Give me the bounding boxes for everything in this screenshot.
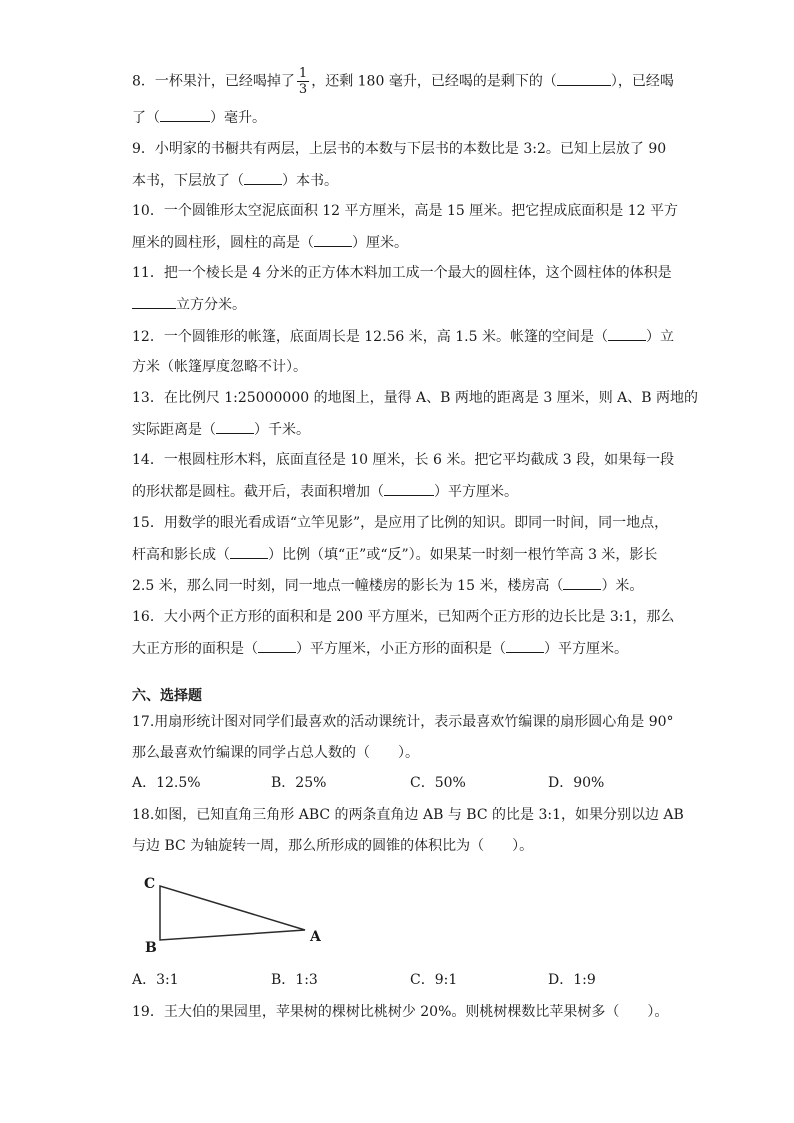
q17-line1: [132, 712, 674, 732]
answer-blank[interactable]: [563, 575, 601, 590]
q17-option-c[interactable]: C．50%: [410, 775, 466, 791]
fraction-numerator: 1: [298, 66, 308, 81]
q14-text: 的形状都是圆柱。截开后，表面积增加（: [132, 484, 384, 500]
q10-text: ）厘米。: [352, 235, 408, 251]
q10-text: 厘米的圆柱形，圆柱的高是（: [132, 235, 314, 251]
answer-blank[interactable]: [244, 170, 282, 185]
vertex-label-b: B: [145, 940, 157, 956]
vertex-label-c: C: [144, 876, 156, 892]
answer-blank[interactable]: [314, 232, 352, 247]
answer-blank[interactable]: [608, 326, 646, 341]
q18-option-b[interactable]: B．1:3: [271, 972, 318, 988]
q10-line2: [132, 232, 408, 253]
q12-text: 方米（帐篷厚度忽略不计）。: [132, 359, 307, 375]
q18-text: 与边 BC 为轴旋转一周，那么所形成的圆锥的体积比为（ ）。: [132, 838, 534, 854]
q18-text: 18.如图，已知直角三角形 ABC 的两条直角边 AB 与 BC 的比是 3:1，如果分别以边 AB: [132, 807, 684, 823]
q13-text: 13．在比例尺 1:25000000 的地图上，量得 A、B 两地的距离是 3 厘米，则 A、B 两地的: [132, 390, 699, 406]
answer-blank[interactable]: [557, 71, 611, 86]
q13-line2: [132, 419, 310, 440]
answer-blank[interactable]: [384, 481, 434, 496]
q18-line1: [132, 805, 684, 825]
fraction-one-third: [297, 66, 309, 97]
q9-text: ）本书。: [282, 173, 338, 189]
fraction-denominator: 3: [298, 82, 308, 97]
answer-blank[interactable]: [216, 419, 254, 434]
q8-text: ，还剩 180 毫升，已经喝的是剩下的（: [311, 73, 557, 90]
q11-line2: [132, 294, 246, 315]
q16-text: 大正方形的面积是（: [132, 641, 258, 657]
triangle-abc: [160, 886, 305, 940]
q10-text: 10．一个圆锥形太空泥底面积 12 平方厘米，高是 15 厘米。把它捏成底面积是 12 平方: [132, 203, 678, 219]
q8-line1: [132, 66, 674, 97]
q17-text: 17.用扇形统计图对同学们最喜欢的活动课统计，表示最喜欢竹编课的扇形圆心角是 90°: [132, 714, 674, 730]
q17-option-a[interactable]: A．12.5%: [132, 775, 201, 791]
q13-text: ）千米。: [254, 422, 310, 438]
q9-line2: [132, 170, 338, 191]
q8-text: ），已经喝: [610, 73, 674, 90]
q18-line2: [132, 836, 533, 856]
q16-text: ）平方厘米。: [544, 641, 628, 657]
q14-text: 14．一根圆柱形木料，底面直径是 10 厘米，长 6 米。把它平均截成 3 段，如果每一段: [132, 452, 675, 468]
q13-line1: [132, 388, 698, 408]
q10-line1: [132, 201, 678, 221]
q12-line1: [132, 326, 674, 347]
q16-text: ）平方厘米，小正方形的面积是（: [296, 641, 506, 657]
q15-line1: [132, 513, 668, 533]
q11-text: 立方分米。: [176, 297, 246, 313]
q8-text: ）毫升。: [210, 110, 266, 126]
vertex-label-a: A: [310, 929, 321, 945]
q18-option-d[interactable]: D．1:9: [548, 972, 596, 988]
q12-line2: [132, 357, 307, 377]
q14-text: ）平方厘米。: [434, 484, 518, 500]
q19-text: 19．王大伯的果园里，苹果树的棵树比桃树少 20%。则桃树棵数比苹果树多（ ）。: [132, 1004, 669, 1020]
q9-text: 9．小明家的书橱共有两层，上层书的本数与下层书的本数比是 3:2。已知上层放了 90: [132, 141, 667, 157]
q15-text: ）比例（填“正”或“反”）。如果某一时刻一根竹竿高 3 米，影长: [268, 547, 658, 563]
q15-text: 杆高和影长成（: [132, 547, 230, 563]
q15-text: 2.5 米，那么同一时刻，同一地点一幢楼房的影长为 15 米，楼房高（: [132, 578, 564, 594]
q8-line2: [132, 107, 266, 128]
answer-blank[interactable]: [230, 544, 268, 559]
q9-line1: [132, 139, 666, 159]
q15-line3: [132, 575, 643, 596]
q17-option-b[interactable]: B．25%: [271, 775, 327, 791]
q11-line1: [132, 263, 672, 283]
section-heading-text: 六、选择题: [132, 688, 202, 704]
q12-text: 12．一个圆锥形的帐篷，底面周长是 12.56 米，高 1.5 米。帐篷的空间是（: [132, 329, 608, 345]
answer-blank[interactable]: [160, 107, 210, 122]
q13-text: 实际距离是（: [132, 422, 216, 438]
q9-text: 本书，下层放了（: [132, 173, 244, 189]
q14-line1: [132, 450, 674, 470]
q14-line2: [132, 481, 518, 502]
q17-text: 那么最喜欢竹编课的同学占总人数的（ ）。: [132, 745, 419, 761]
answer-blank[interactable]: [132, 294, 176, 309]
q18-option-c[interactable]: C．9:1: [410, 972, 458, 988]
q15-text: ）米。: [601, 578, 644, 594]
q8-text: 8．一杯果汁，已经喝掉了: [132, 73, 295, 90]
q16-text: 16．大小两个正方形的面积和是 200 平方厘米，已知两个正方形的边长比是 3:1，那么: [132, 609, 675, 625]
section-heading: [132, 686, 202, 706]
q16-line2: [132, 638, 628, 659]
triangle-abc-figure: [140, 868, 340, 958]
q11-text: 11．把一个棱长是 4 分米的正方体木料加工成一个最大的圆柱体，这个圆柱体的体积是: [132, 265, 672, 281]
q17-line2: [132, 743, 419, 763]
answer-blank[interactable]: [258, 638, 296, 653]
q19-line1: [132, 1002, 668, 1022]
answer-blank[interactable]: [506, 638, 544, 653]
q8-text: 了（: [132, 110, 160, 126]
q17-option-d[interactable]: D．90%: [548, 775, 605, 791]
q15-line2: [132, 544, 657, 565]
q16-line1: [132, 607, 674, 627]
q18-option-a[interactable]: A．3:1: [132, 972, 179, 988]
q15-text: 15．用数学的眼光看成语“立竿见影”，是应用了比例的知识。即同一时间，同一地点，: [132, 515, 669, 531]
q12-text: ）立: [645, 329, 674, 345]
